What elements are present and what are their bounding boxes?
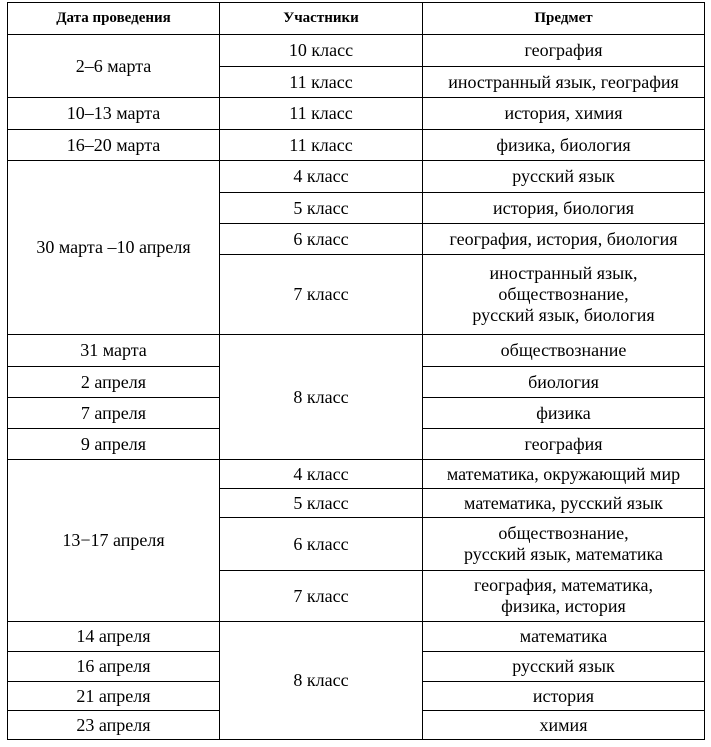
subject-line: биология [528,371,599,392]
subject-line: обществознание, [498,523,629,543]
subject-cell [423,224,705,255]
subject-line: русский язык, биология [472,305,655,325]
grade-cell: 11 класс [220,98,423,130]
table-row [8,460,705,489]
subject-line: история [532,685,595,706]
subject-cell [423,255,705,335]
subject-line: обществознание, [498,284,629,304]
date-cell: 16 апреля [8,652,220,682]
subject-line: история, химия [504,103,623,123]
grade-cell: 8 класс [220,335,423,460]
subject-line: физика [536,402,591,423]
grade-cell: 4 класс [220,161,423,193]
date-cell: 14 апреля [8,622,220,652]
header-date: Дата проведения [8,3,220,35]
subject-cell [423,429,705,460]
subject-cell [423,711,705,740]
subject-cell [423,518,705,571]
header-participants: Участники [220,3,423,35]
subject-line: география [524,40,603,60]
grade-cell: 11 класс [220,130,423,161]
date-cell: 7 апреля [8,398,220,429]
date-cell: 2 апреля [8,367,220,398]
subject-line: химия [539,714,588,735]
subject-cell [423,622,705,652]
grade-cell: 10 класс [220,35,423,67]
subject-cell [423,335,705,367]
subject-cell [423,571,705,622]
subject-line: обществознание [500,340,627,360]
date-cell: 31 марта [8,335,220,367]
subject-cell [423,67,705,98]
table-row [8,161,705,193]
header-subject: Предмет [423,3,705,35]
grade-cell: 7 класс [220,571,423,622]
subject-cell [423,652,705,682]
subject-cell [423,35,705,67]
subject-line: иностранный язык, география [448,71,679,92]
subject-line: физика, биология [496,134,631,155]
subject-cell [423,130,705,161]
date-cell: 21 апреля [8,682,220,711]
date-cell: 13−17 апреля [8,460,220,622]
header-row [8,3,705,35]
date-cell: 10–13 марта [8,98,220,130]
subject-cell [423,460,705,489]
grade-cell: 4 класс [220,460,423,489]
subject-line: русский язык [512,656,615,676]
grade-cell: 8 класс [220,622,423,740]
subject-line: русский язык, математика [464,544,663,564]
subject-line: география, математика, [474,575,653,595]
table-row [8,35,705,67]
subject-line: математика [519,626,608,646]
subject-line: история, биология [493,197,634,218]
table-row [8,622,705,652]
table-row [8,130,705,161]
subject-line: русский язык [512,166,615,186]
grade-cell: 7 класс [220,255,423,335]
subject-cell [423,161,705,193]
grade-cell: 6 класс [220,224,423,255]
grade-cell: 5 класс [220,193,423,224]
table-row [8,335,705,367]
date-cell: 30 марта –10 апреля [8,161,220,335]
date-cell: 16–20 марта [8,130,220,161]
subject-line: математика, окружающий мир [446,463,681,484]
subject-line: география [524,433,603,454]
subject-cell [423,193,705,224]
subject-cell [423,682,705,711]
date-cell: 9 апреля [8,429,220,460]
table-row [8,98,705,130]
subject-line: иностранный язык, [489,263,638,283]
grade-cell: 11 класс [220,67,423,98]
subject-line: математика, русский язык [464,492,663,513]
olympiad-schedule-table [7,2,705,740]
subject-cell [423,398,705,429]
grade-cell: 5 класс [220,489,423,518]
date-cell: 23 апреля [8,711,220,740]
subject-line: физика, история [501,596,626,616]
subject-cell [423,489,705,518]
grade-cell: 6 класс [220,518,423,571]
subject-cell [423,367,705,398]
subject-line: география, история, биология [449,228,678,249]
date-cell: 2–6 марта [8,35,220,98]
subject-cell [423,98,705,130]
